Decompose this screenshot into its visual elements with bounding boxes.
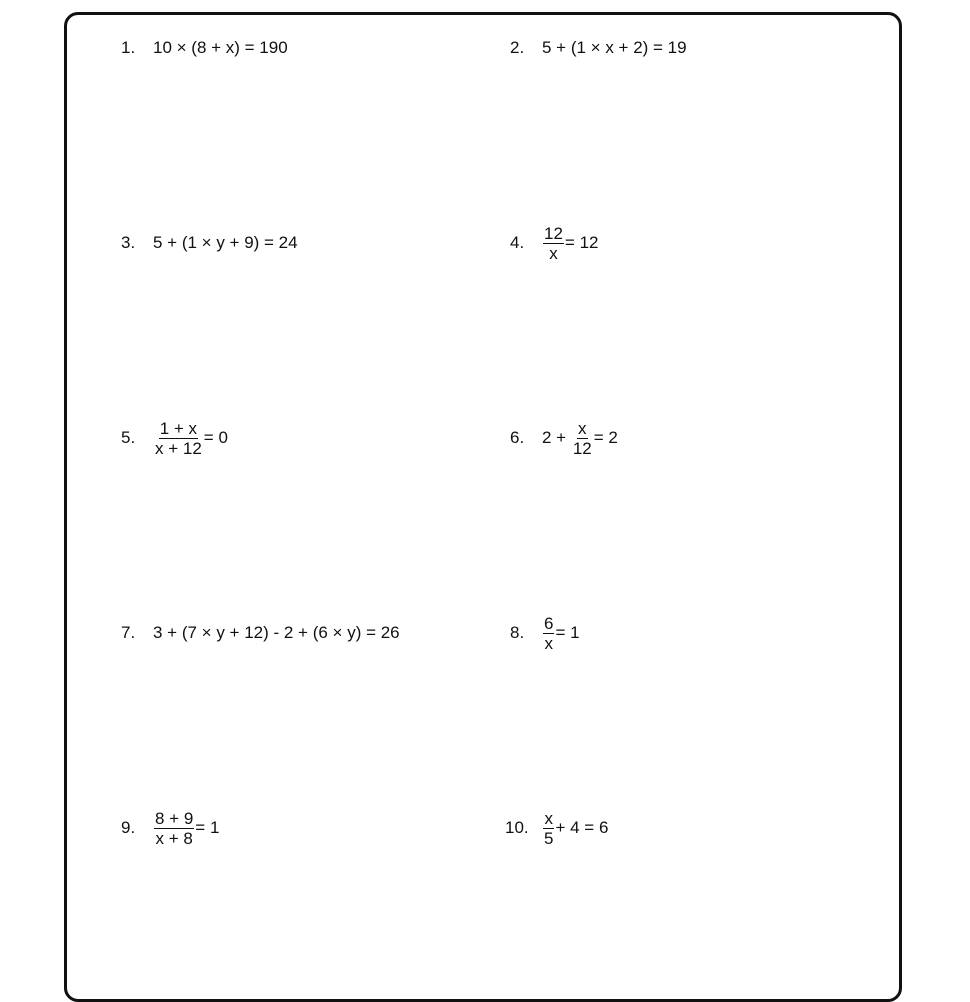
- fraction: [543, 614, 554, 653]
- equation: [542, 224, 598, 263]
- problem-9: [121, 808, 219, 848]
- fraction: [572, 419, 593, 458]
- problem-number: 5.: [121, 428, 136, 447]
- problem-7: [121, 613, 400, 653]
- equation-text: + 4 = 6: [555, 818, 609, 837]
- equation-text: = 12: [564, 233, 599, 252]
- equation: [153, 419, 228, 458]
- denominator: x: [549, 243, 558, 263]
- problem-1: [121, 28, 288, 68]
- fraction: [154, 809, 194, 848]
- problem-number: 2.: [510, 38, 525, 57]
- problem-4: [510, 223, 598, 263]
- problem-number: 8.: [510, 623, 525, 642]
- numerator: 12: [544, 223, 563, 243]
- numerator: 1 + x: [159, 418, 198, 438]
- problem-2: [510, 28, 687, 68]
- problem-number: 10.: [505, 818, 529, 837]
- problem-number: 9.: [121, 818, 136, 837]
- equation-text: = 2: [593, 428, 618, 447]
- equation-text: 5 + (1 × y + 9) = 24: [153, 233, 298, 252]
- equation-text: = 0: [203, 428, 228, 447]
- numerator: x: [578, 418, 587, 438]
- problem-6: [510, 418, 618, 458]
- equation-text: = 1: [555, 623, 580, 642]
- problem-number: 3.: [121, 233, 136, 252]
- denominator: 12: [572, 438, 592, 458]
- numerator: 8 + 9: [155, 808, 194, 828]
- fraction: [543, 809, 554, 848]
- denominator: x + 12: [155, 438, 202, 458]
- equation-text: 10 × (8 + x) = 190: [153, 38, 288, 57]
- equation: [153, 233, 298, 253]
- equation: [153, 809, 219, 848]
- problem-number: 6.: [510, 428, 525, 447]
- worksheet-frame: [64, 12, 902, 1002]
- problem-number: 7.: [121, 623, 136, 642]
- problem-3: [121, 223, 298, 263]
- equation-text: 2 +: [542, 428, 571, 447]
- equation: [542, 614, 580, 653]
- equation: [542, 809, 608, 848]
- problem-10: [505, 808, 608, 848]
- equation-text: 5 + (1 × x + 2) = 19: [542, 38, 687, 57]
- denominator: 5: [544, 828, 554, 848]
- fraction: [543, 224, 564, 263]
- denominator: x: [544, 633, 553, 653]
- equation: [153, 38, 288, 58]
- problem-number: 1.: [121, 38, 136, 57]
- problem-8: [510, 613, 580, 653]
- equation: [542, 38, 687, 58]
- equation: [153, 623, 400, 643]
- equation-text: 3 + (7 × y + 12) - 2 + (6 × y) = 26: [153, 623, 400, 642]
- denominator: x + 8: [155, 828, 193, 848]
- numerator: x: [544, 808, 553, 828]
- fraction: [154, 419, 203, 458]
- numerator: 6: [544, 613, 554, 633]
- problem-5: [121, 418, 228, 458]
- equation: [542, 419, 618, 458]
- equation-text: = 1: [195, 818, 220, 837]
- problem-number: 4.: [510, 233, 525, 252]
